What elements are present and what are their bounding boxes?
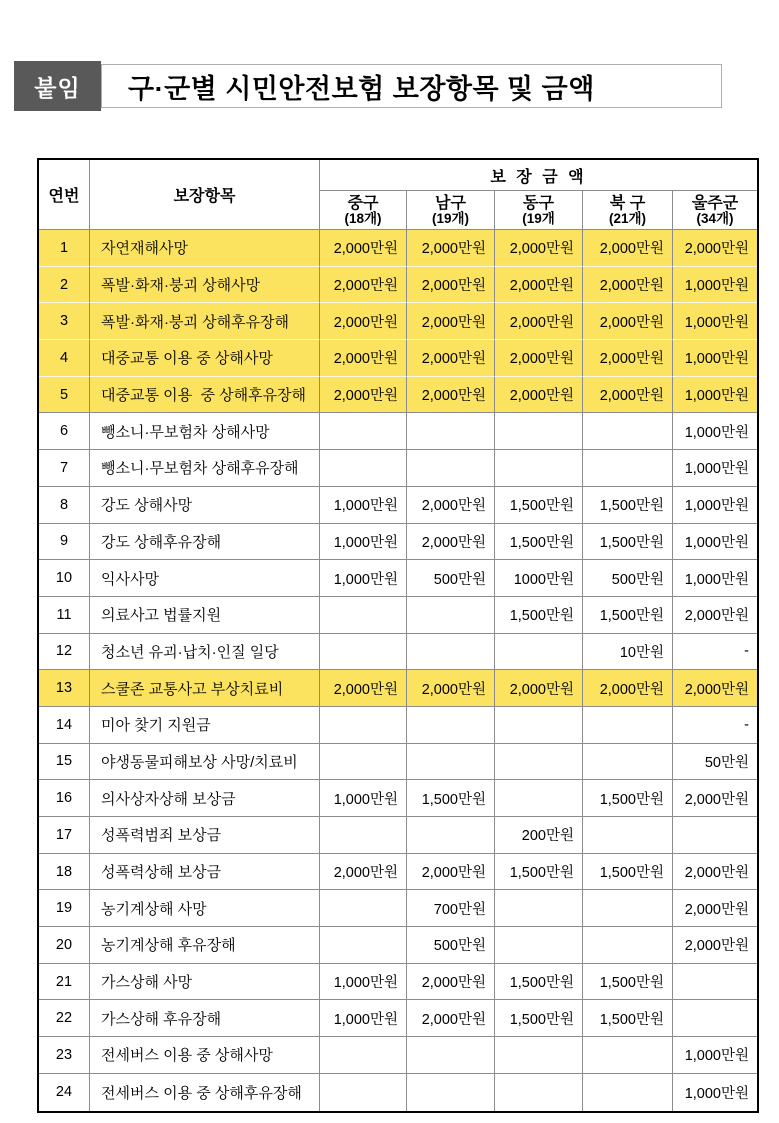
amount-uljugun xyxy=(673,817,757,854)
district-count: (34개) xyxy=(696,211,734,227)
amount-bukgu: 2,000만원 xyxy=(583,267,673,304)
header-no: 연번 xyxy=(39,160,90,230)
amount-donggu xyxy=(495,634,583,671)
row-number: 24 xyxy=(39,1074,90,1111)
table-row xyxy=(39,817,757,854)
coverage-item-label: 강도 상해후유장해 xyxy=(90,524,320,561)
amount-junggu: 1,000만원 xyxy=(320,487,407,524)
district-count: (18개) xyxy=(344,211,382,227)
amount-namgu: 500만원 xyxy=(407,560,495,597)
row-number: 16 xyxy=(39,780,90,817)
amount-bukgu xyxy=(583,1074,673,1111)
amount-namgu: 2,000만원 xyxy=(407,487,495,524)
amount-uljugun: 50만원 xyxy=(673,744,757,781)
amount-namgu: 2,000만원 xyxy=(407,340,495,377)
amount-uljugun xyxy=(673,964,757,1001)
table-row xyxy=(39,670,757,707)
amount-namgu xyxy=(407,450,495,487)
amount-namgu: 2,000만원 xyxy=(407,303,495,340)
coverage-item-label: 의사상자상해 보상금 xyxy=(90,780,320,817)
amount-junggu: 2,000만원 xyxy=(320,854,407,891)
amount-junggu: 2,000만원 xyxy=(320,377,407,414)
coverage-item-label: 뺑소니·무보험차 상해후유장해 xyxy=(90,450,320,487)
coverage-item-label: 농기계상해 후유장해 xyxy=(90,927,320,964)
table-row xyxy=(39,1037,757,1074)
table-row xyxy=(39,267,757,304)
district-count: (21개) xyxy=(608,211,647,227)
amount-donggu: 1,500만원 xyxy=(495,597,583,634)
coverage-item-label: 익사사망 xyxy=(90,560,320,597)
table-row xyxy=(39,303,757,340)
amount-uljugun: 1,000만원 xyxy=(673,413,757,450)
amount-donggu: 1,500만원 xyxy=(495,854,583,891)
amount-uljugun: - xyxy=(673,634,757,671)
district-name: 동구 xyxy=(523,194,554,212)
table-row xyxy=(39,560,757,597)
row-number: 18 xyxy=(39,854,90,891)
amount-uljugun: 1,000만원 xyxy=(673,487,757,524)
row-number: 3 xyxy=(39,303,90,340)
table-row xyxy=(39,597,757,634)
district-name: 북 구 xyxy=(609,194,646,212)
coverage-item-label: 폭발·화재·붕괴 상해후유장해 xyxy=(90,303,320,340)
document-title-box xyxy=(101,64,722,108)
amount-namgu xyxy=(407,1037,495,1074)
coverage-item-label: 의료사고 법률지원 xyxy=(90,597,320,634)
amount-junggu: 2,000만원 xyxy=(320,670,407,707)
table-row xyxy=(39,964,757,1001)
amount-bukgu: 1,500만원 xyxy=(583,487,673,524)
row-number: 23 xyxy=(39,1037,90,1074)
district-name: 울주군 xyxy=(691,194,739,212)
amount-namgu: 1,500만원 xyxy=(407,780,495,817)
amount-uljugun xyxy=(673,1000,757,1037)
coverage-item-label: 야생동물피해보상 사망/치료비 xyxy=(90,744,320,781)
table-row xyxy=(39,524,757,561)
row-number: 7 xyxy=(39,450,90,487)
amount-junggu xyxy=(320,1037,407,1074)
amount-junggu xyxy=(320,927,407,964)
amount-junggu: 2,000만원 xyxy=(320,340,407,377)
amount-junggu xyxy=(320,413,407,450)
coverage-item-label: 미아 찾기 지원금 xyxy=(90,707,320,744)
amount-uljugun: 2,000만원 xyxy=(673,854,757,891)
coverage-item-label: 스쿨존 교통사고 부상치료비 xyxy=(90,670,320,707)
row-number: 15 xyxy=(39,744,90,781)
amount-donggu: 2,000만원 xyxy=(495,303,583,340)
header-item: 보장항목 xyxy=(90,160,320,230)
amount-donggu xyxy=(495,927,583,964)
table-row xyxy=(39,340,757,377)
amount-junggu: 1,000만원 xyxy=(320,524,407,561)
coverage-item-label: 가스상해 후유장해 xyxy=(90,1000,320,1037)
table-row xyxy=(39,450,757,487)
amount-donggu: 2,000만원 xyxy=(495,230,583,267)
amount-bukgu: 1,500만원 xyxy=(583,780,673,817)
header-district-uljugun xyxy=(673,191,757,230)
amount-namgu: 2,000만원 xyxy=(407,377,495,414)
amount-bukgu: 2,000만원 xyxy=(583,340,673,377)
attachment-badge-label: 붙임 xyxy=(34,74,81,101)
amount-junggu: 1,000만원 xyxy=(320,560,407,597)
amount-namgu: 2,000만원 xyxy=(407,670,495,707)
row-number: 19 xyxy=(39,890,90,927)
coverage-item-label: 자연재해사망 xyxy=(90,230,320,267)
amount-donggu: 1000만원 xyxy=(495,560,583,597)
amount-namgu: 2,000만원 xyxy=(407,267,495,304)
header-district-junggu xyxy=(320,191,407,230)
coverage-item-label: 대중교통 이용 중 상해후유장해 xyxy=(90,377,320,414)
amount-bukgu: 1,500만원 xyxy=(583,524,673,561)
amount-bukgu xyxy=(583,890,673,927)
coverage-item-label: 성폭력범죄 보상금 xyxy=(90,817,320,854)
coverage-table xyxy=(37,158,759,1113)
amount-donggu xyxy=(495,744,583,781)
table-row xyxy=(39,707,757,744)
amount-bukgu xyxy=(583,744,673,781)
amount-uljugun: 1,000만원 xyxy=(673,303,757,340)
amount-uljugun: 1,000만원 xyxy=(684,1085,749,1102)
amount-donggu: 2,000만원 xyxy=(495,267,583,304)
table-row xyxy=(39,890,757,927)
amount-donggu: 1,500만원 xyxy=(495,964,583,1001)
amount-junggu: 1,000만원 xyxy=(320,780,407,817)
amount-donggu xyxy=(495,890,583,927)
amount-namgu xyxy=(407,707,495,744)
amount-bukgu: 2,000만원 xyxy=(583,377,673,414)
row-number: 1 xyxy=(39,230,90,267)
row-number: 4 xyxy=(39,340,90,377)
coverage-item-label: 성폭력상해 보상금 xyxy=(90,854,320,891)
table-row xyxy=(39,634,757,671)
amount-junggu: 2,000만원 xyxy=(320,230,407,267)
row-number: 5 xyxy=(39,377,90,414)
amount-bukgu: 1,500만원 xyxy=(583,1000,673,1037)
row-number: 6 xyxy=(39,413,90,450)
row-number: 17 xyxy=(39,817,90,854)
amount-junggu xyxy=(320,890,407,927)
amount-donggu: 1,500만원 xyxy=(495,524,583,561)
amount-uljugun: 1,000만원 xyxy=(673,267,757,304)
row-number: 9 xyxy=(39,524,90,561)
amount-donggu: 200만원 xyxy=(495,817,583,854)
row-number: 20 xyxy=(39,927,90,964)
table-row xyxy=(39,1000,757,1037)
amount-bukgu xyxy=(583,1037,673,1074)
amount-uljugun: 1,000만원 xyxy=(673,377,757,414)
table-row xyxy=(39,487,757,524)
amount-namgu: 2,000만원 xyxy=(407,854,495,891)
amount-namgu xyxy=(407,597,495,634)
amount-bukgu xyxy=(583,707,673,744)
table-row xyxy=(39,413,757,450)
amount-namgu: 2,000만원 xyxy=(407,1000,495,1037)
amount-uljugun: - xyxy=(673,707,757,744)
amount-donggu xyxy=(495,780,583,817)
amount-namgu xyxy=(407,413,495,450)
amount-junggu: 2,000만원 xyxy=(320,303,407,340)
row-number: 13 xyxy=(39,670,90,707)
amount-junggu: 2,000만원 xyxy=(320,267,407,304)
coverage-item-label: 전세버스 이용 중 상해후유장해 xyxy=(90,1074,320,1111)
amount-uljugun: 1,000만원 xyxy=(673,1037,757,1074)
amount-donggu: 2,000만원 xyxy=(495,670,583,707)
table-row xyxy=(39,927,757,964)
amount-namgu xyxy=(407,817,495,854)
header-district-namgu xyxy=(407,191,495,230)
coverage-item-label: 전세버스 이용 중 상해사망 xyxy=(90,1037,320,1074)
amount-bukgu: 1,500만원 xyxy=(583,597,673,634)
amount-uljugun: 1,000만원 xyxy=(673,560,757,597)
amount-uljugun: 2,000만원 xyxy=(673,230,757,267)
amount-namgu: 2,000만원 xyxy=(407,230,495,267)
amount-bukgu xyxy=(583,413,673,450)
district-count: (19개 xyxy=(522,211,555,227)
table-row xyxy=(39,1074,757,1111)
amount-donggu xyxy=(495,707,583,744)
table-row xyxy=(39,230,757,267)
attachment-badge xyxy=(14,61,101,111)
amount-bukgu: 2,000만원 xyxy=(583,303,673,340)
amount-donggu xyxy=(495,450,583,487)
amount-junggu xyxy=(320,744,407,781)
table-row xyxy=(39,780,757,817)
amount-uljugun: 1,000만원 xyxy=(673,340,757,377)
amount-donggu xyxy=(495,413,583,450)
row-number: 14 xyxy=(39,707,90,744)
amount-uljugun: 1,000만원 xyxy=(673,524,757,561)
amount-uljugun: 2,000만원 xyxy=(673,780,757,817)
coverage-item-label: 청소년 유괴·납치·인질 일당 xyxy=(90,634,320,671)
coverage-table-wrap xyxy=(37,158,759,1113)
amount-namgu: 700만원 xyxy=(407,890,495,927)
amount-junggu xyxy=(320,707,407,744)
amount-donggu: 1,500만원 xyxy=(495,1000,583,1037)
amount-bukgu: 500만원 xyxy=(583,560,673,597)
amount-junggu xyxy=(320,1074,407,1111)
coverage-item-label: 뺑소니·무보험차 상해사망 xyxy=(90,413,320,450)
coverage-item-label: 가스상해 사망 xyxy=(90,964,320,1001)
header-amount-group: 보 장 금 액 xyxy=(320,160,757,191)
amount-donggu xyxy=(495,1074,583,1111)
amount-namgu: 2,000만원 xyxy=(407,524,495,561)
amount-donggu: 2,000만원 xyxy=(495,377,583,414)
amount-uljugun: 2,000만원 xyxy=(673,597,757,634)
amount-bukgu: 1,500만원 xyxy=(583,854,673,891)
amount-junggu: 1,000만원 xyxy=(320,1000,407,1037)
amount-bukgu: 1,500만원 xyxy=(583,964,673,1001)
amount-junggu: 1,000만원 xyxy=(320,964,407,1001)
amount-donggu: 1,500만원 xyxy=(495,487,583,524)
coverage-item-label: 강도 상해사망 xyxy=(90,487,320,524)
amount-bukgu: 2,000만원 xyxy=(583,670,673,707)
amount-junggu xyxy=(320,634,407,671)
table-row xyxy=(39,377,757,414)
amount-uljugun: 2,000만원 xyxy=(673,927,757,964)
amount-namgu: 500만원 xyxy=(407,927,495,964)
coverage-item-label: 농기계상해 사망 xyxy=(90,890,320,927)
amount-bukgu xyxy=(583,450,673,487)
amount-donggu xyxy=(495,1037,583,1074)
coverage-item-label: 대중교통 이용 중 상해사망 xyxy=(90,340,320,377)
header-district-bukgu xyxy=(583,191,673,230)
amount-namgu xyxy=(407,634,495,671)
amount-namgu xyxy=(407,1074,495,1111)
row-number: 10 xyxy=(39,560,90,597)
amount-junggu xyxy=(320,597,407,634)
amount-bukgu: 2,000만원 xyxy=(583,230,673,267)
row-number: 21 xyxy=(39,964,90,1001)
district-name: 남구 xyxy=(435,194,466,212)
row-number: 12 xyxy=(39,634,90,671)
district-count: (19개) xyxy=(431,211,470,227)
table-row xyxy=(39,744,757,781)
amount-uljugun: 1,000만원 xyxy=(673,450,757,487)
amount-namgu xyxy=(407,744,495,781)
row-number: 8 xyxy=(39,487,90,524)
row-number: 11 xyxy=(39,597,90,634)
amount-junggu xyxy=(320,817,407,854)
amount-uljugun: 2,000만원 xyxy=(673,890,757,927)
district-name: 중구 xyxy=(347,194,379,212)
table-body xyxy=(39,230,757,1111)
coverage-item-label: 폭발·화재·붕괴 상해사망 xyxy=(90,267,320,304)
amount-junggu xyxy=(320,450,407,487)
row-number: 22 xyxy=(39,1000,90,1037)
row-number: 2 xyxy=(39,267,90,304)
amount-bukgu: 10만원 xyxy=(583,634,673,671)
header-district-donggu xyxy=(495,191,583,230)
amount-namgu: 2,000만원 xyxy=(407,964,495,1001)
table-header xyxy=(39,160,757,230)
amount-donggu: 2,000만원 xyxy=(495,340,583,377)
table-row xyxy=(39,854,757,891)
amount-bukgu xyxy=(583,927,673,964)
document-title: 구·군별 시민안전보험 보장항목 및 금액 xyxy=(128,73,595,104)
amount-bukgu xyxy=(583,817,673,854)
amount-uljugun: 2,000만원 xyxy=(673,670,757,707)
